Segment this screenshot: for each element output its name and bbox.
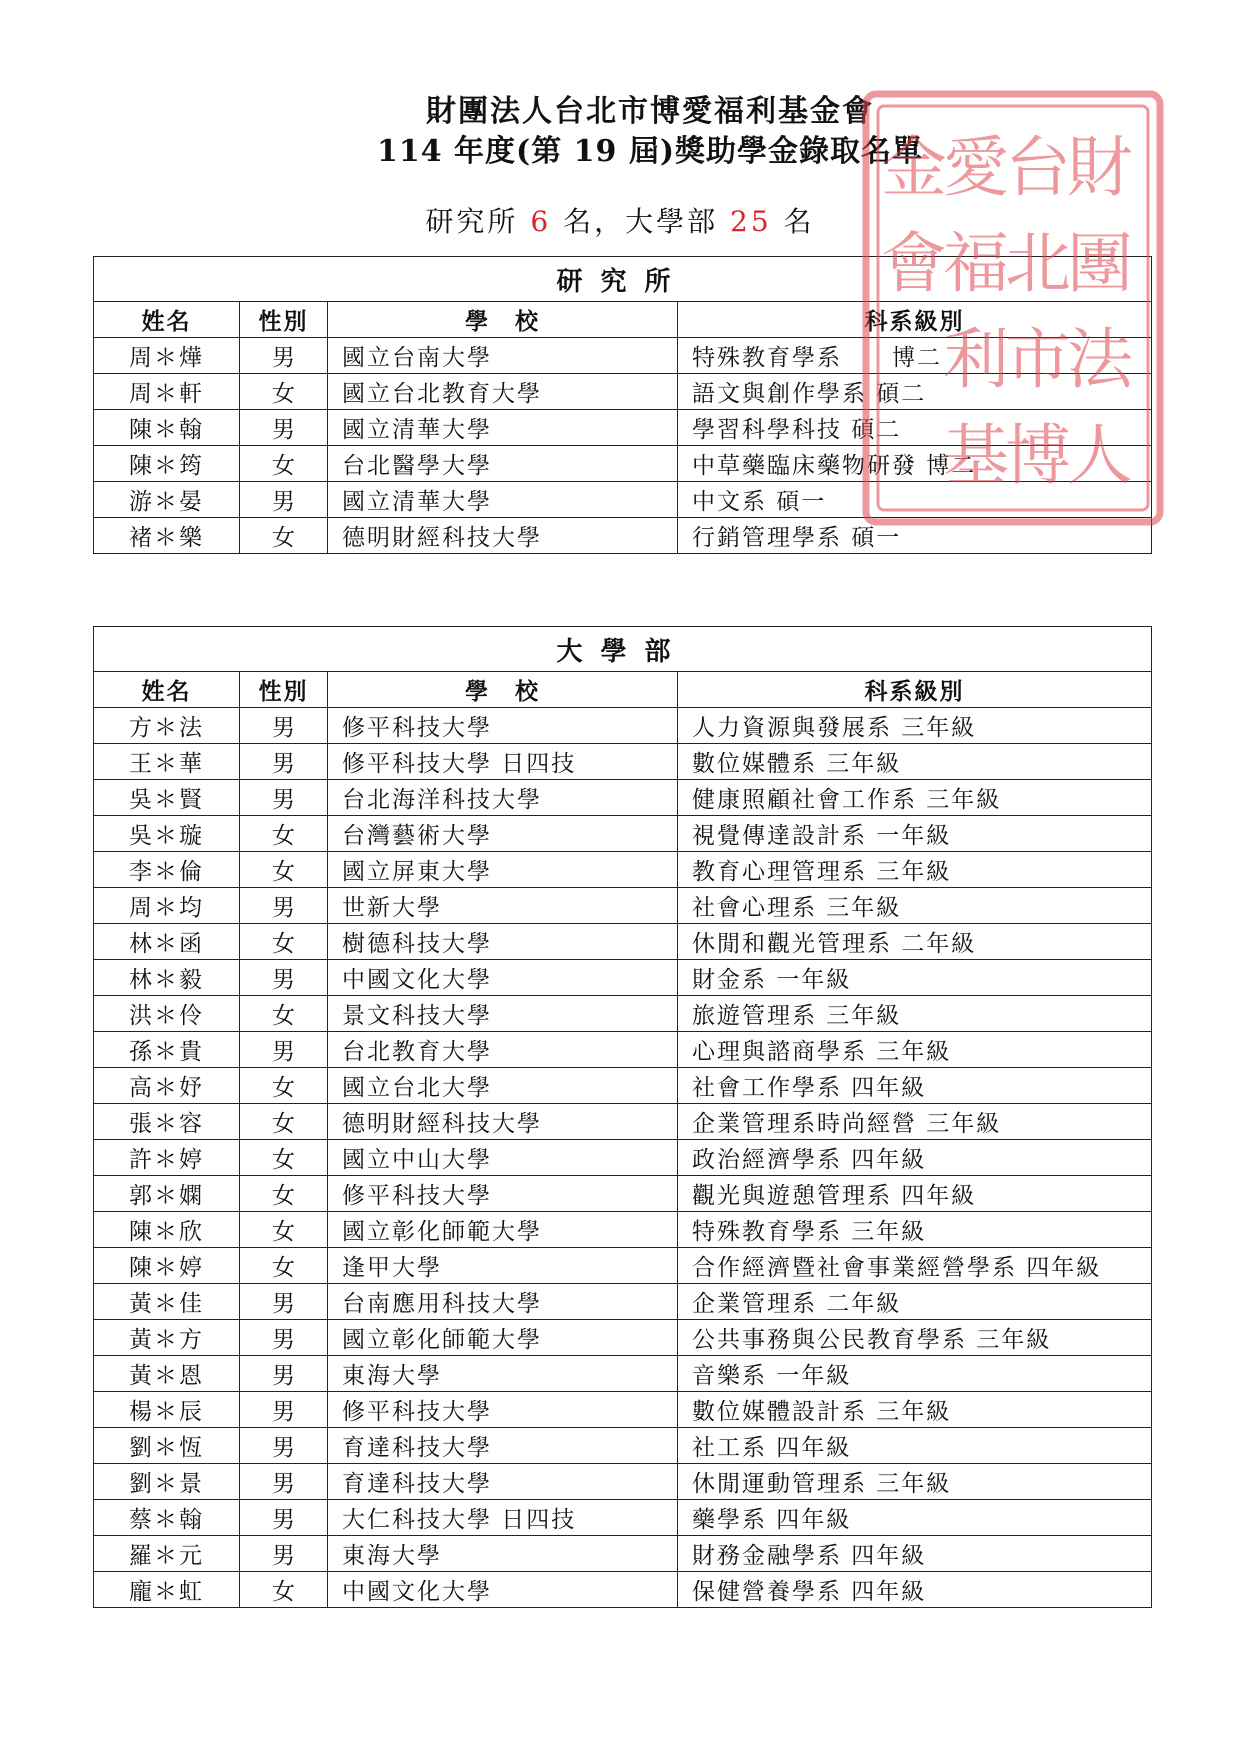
student-name: 高＊妤 [94,1068,240,1104]
student-department: 政治經濟學系 四年級 [678,1140,1152,1176]
seal-character: 市 [1005,321,1071,398]
student-sex: 男 [240,1032,328,1068]
student-sex: 男 [240,1464,328,1500]
student-department: 特殊教育學系 三年級 [678,1212,1152,1248]
student-department: 語文與創作學系 碩二 [678,374,1152,410]
student-sex: 女 [240,446,328,482]
student-sex: 女 [240,1104,328,1140]
student-department: 企業管理系 二年級 [678,1284,1152,1320]
student-department: 觀光與遊憩管理系 四年級 [678,1176,1152,1212]
table-row [94,1356,1152,1392]
table-row [94,996,1152,1032]
student-name: 陳＊筠 [94,446,240,482]
student-sex: 男 [240,888,328,924]
student-sex: 男 [240,708,328,744]
graduate-section-title: 研究所 [94,257,1152,302]
table-row [94,482,1152,518]
table-row [94,816,1152,852]
student-name: 林＊毅 [94,960,240,996]
student-department: 公共事務與公民教育學系 三年級 [678,1320,1152,1356]
student-department: 行銷管理學系 碩一 [678,518,1152,554]
student-name: 蔡＊翰 [94,1500,240,1536]
column-header-school: 學 校 [328,302,678,338]
student-name: 黃＊方 [94,1320,240,1356]
summary-grad-count: 6 [530,205,552,238]
student-department: 音樂系 一年級 [678,1356,1152,1392]
student-school: 修平科技大學 [328,708,678,744]
seal-character: 台 [1005,129,1071,206]
table-row [94,924,1152,960]
student-name: 陳＊婷 [94,1248,240,1284]
student-sex: 女 [240,816,328,852]
student-name: 吳＊賢 [94,780,240,816]
student-school: 國立彰化師範大學 [328,1212,678,1248]
student-department: 休閒和觀光管理系 二年級 [678,924,1152,960]
student-school: 世新大學 [328,888,678,924]
seal-character: 金 [881,129,947,206]
student-school: 中國文化大學 [328,960,678,996]
column-header-name: 姓名 [94,672,240,708]
table-row [94,780,1152,816]
student-department: 企業管理系時尚經營 三年級 [678,1104,1152,1140]
table-row [94,960,1152,996]
student-department: 中草藥臨床藥物研發 博二 [678,446,1152,482]
student-department: 特殊教育學系 博二 [678,338,1152,374]
summary-grad-label: 研究所 [425,205,519,238]
student-school: 國立屏東大學 [328,852,678,888]
student-department: 財金系 一年級 [678,960,1152,996]
student-sex: 男 [240,1320,328,1356]
column-header-name: 姓名 [94,302,240,338]
table-row [94,410,1152,446]
student-school: 國立清華大學 [328,482,678,518]
student-name: 陳＊欣 [94,1212,240,1248]
student-department: 視覺傳達設計系 一年級 [678,816,1152,852]
student-department: 中文系 碩一 [678,482,1152,518]
student-sex: 男 [240,482,328,518]
student-school: 育達科技大學 [328,1464,678,1500]
student-name: 周＊均 [94,888,240,924]
table-row [94,1392,1152,1428]
student-school: 國立台北大學 [328,1068,678,1104]
student-department: 社會心理系 三年級 [678,888,1152,924]
student-sex: 女 [240,924,328,960]
student-department: 休閒運動管理系 三年級 [678,1464,1152,1500]
table-row [94,852,1152,888]
student-name: 劉＊景 [94,1464,240,1500]
student-school: 台灣藝術大學 [328,816,678,852]
student-department: 健康照顧社會工作系 三年級 [678,780,1152,816]
student-sex: 男 [240,1284,328,1320]
student-school: 東海大學 [328,1536,678,1572]
student-name: 吳＊璇 [94,816,240,852]
student-name: 洪＊伶 [94,996,240,1032]
student-school: 德明財經科技大學 [328,518,678,554]
undergraduate-table [93,626,1152,1608]
student-school: 台北教育大學 [328,1032,678,1068]
student-school: 育達科技大學 [328,1428,678,1464]
seal-character: 利 [943,321,1009,398]
table-row [94,338,1152,374]
seal-character: 法 [1067,321,1133,398]
student-school: 德明財經科技大學 [328,1104,678,1140]
student-school: 景文科技大學 [328,996,678,1032]
student-school: 台北海洋科技大學 [328,780,678,816]
student-sex: 女 [240,1176,328,1212]
student-sex: 男 [240,1500,328,1536]
student-sex: 女 [240,1140,328,1176]
student-sex: 男 [240,1392,328,1428]
table-row [94,1140,1152,1176]
table-row [94,1176,1152,1212]
student-school: 逢甲大學 [328,1248,678,1284]
student-school: 修平科技大學 [328,1176,678,1212]
summary-separator: 名，大學部 [563,205,719,238]
organization-title: 財團法人台北市博愛福利基金會 [426,94,874,129]
student-name: 楊＊辰 [94,1392,240,1428]
student-department: 合作經濟暨社會事業經營學系 四年級 [678,1248,1152,1284]
student-school: 國立台南大學 [328,338,678,374]
student-name: 孫＊貴 [94,1032,240,1068]
seal-character: 會 [881,225,947,302]
student-name: 張＊容 [94,1104,240,1140]
student-sex: 女 [240,996,328,1032]
student-name: 方＊法 [94,708,240,744]
student-school: 國立台北教育大學 [328,374,678,410]
column-header-dept: 科系級別 [678,672,1152,708]
column-header-sex: 性別 [240,672,328,708]
student-sex: 男 [240,744,328,780]
seal-character: 團 [1067,225,1133,302]
table-row [94,708,1152,744]
student-name: 王＊華 [94,744,240,780]
column-header-dept: 科系級別 [678,302,1152,338]
student-name: 陳＊翰 [94,410,240,446]
student-sex: 男 [240,410,328,446]
seal-character: 博 [1005,417,1071,494]
student-school: 台北醫學大學 [328,446,678,482]
seal-character: 愛 [943,129,1009,206]
student-sex: 男 [240,780,328,816]
student-school: 東海大學 [328,1356,678,1392]
student-name: 許＊婷 [94,1140,240,1176]
student-school: 樹德科技大學 [328,924,678,960]
student-department: 人力資源與發展系 三年級 [678,708,1152,744]
seal-character: 人 [1067,417,1133,494]
table-row [94,1428,1152,1464]
student-department: 財務金融學系 四年級 [678,1536,1152,1572]
column-header-school: 學 校 [328,672,678,708]
student-name: 劉＊恆 [94,1428,240,1464]
table-row [94,446,1152,482]
student-name: 周＊燁 [94,338,240,374]
student-name: 黃＊恩 [94,1356,240,1392]
seal-character: 北 [1005,225,1071,302]
table-row [94,1536,1152,1572]
student-name: 褚＊樂 [94,518,240,554]
student-sex: 女 [240,852,328,888]
summary-tail: 名 [783,205,815,238]
student-department: 社會工作學系 四年級 [678,1068,1152,1104]
student-sex: 男 [240,1356,328,1392]
student-name: 黃＊佳 [94,1284,240,1320]
seal-character: 財 [1067,129,1133,206]
student-school: 國立彰化師範大學 [328,1320,678,1356]
student-sex: 女 [240,1068,328,1104]
student-school: 中國文化大學 [328,1572,678,1608]
table-row [94,1320,1152,1356]
table-row [94,744,1152,780]
table-row [94,1212,1152,1248]
student-name: 李＊倫 [94,852,240,888]
student-name: 周＊軒 [94,374,240,410]
document-header [0,92,1240,172]
student-department: 旅遊管理系 三年級 [678,996,1152,1032]
table-row [94,374,1152,410]
table-row [94,1464,1152,1500]
student-department: 保健營養學系 四年級 [678,1572,1152,1608]
student-sex: 女 [240,1572,328,1608]
student-school: 大仁科技大學 日四技 [328,1500,678,1536]
student-sex: 女 [240,374,328,410]
seal-character: 基 [943,417,1009,494]
table-row [94,1572,1152,1608]
student-sex: 男 [240,960,328,996]
student-department: 教育心理管理系 三年級 [678,852,1152,888]
student-name: 郭＊嫻 [94,1176,240,1212]
student-name: 龐＊虹 [94,1572,240,1608]
student-department: 數位媒體設計系 三年級 [678,1392,1152,1428]
student-school: 國立中山大學 [328,1140,678,1176]
table-row [94,1284,1152,1320]
seal-character: 福 [943,225,1009,302]
summary-undergrad-count: 25 [730,205,772,238]
graduate-table [93,256,1152,554]
column-header-sex: 性別 [240,302,328,338]
table-row [94,1104,1152,1140]
student-sex: 女 [240,518,328,554]
student-sex: 男 [240,338,328,374]
student-sex: 男 [240,1536,328,1572]
student-sex: 男 [240,1428,328,1464]
student-school: 台南應用科技大學 [328,1284,678,1320]
student-department: 社工系 四年級 [678,1428,1152,1464]
student-department: 學習科學科技 碩二 [678,410,1152,446]
student-school: 修平科技大學 [328,1392,678,1428]
table-row [94,518,1152,554]
undergraduate-section-title: 大學部 [94,627,1152,672]
student-name: 游＊晏 [94,482,240,518]
student-school: 國立清華大學 [328,410,678,446]
student-sex: 女 [240,1212,328,1248]
student-sex: 女 [240,1248,328,1284]
student-name: 林＊函 [94,924,240,960]
student-department: 藥學系 四年級 [678,1500,1152,1536]
student-department: 心理與諮商學系 三年級 [678,1032,1152,1068]
admission-summary [0,200,1240,240]
table-row [94,888,1152,924]
table-row [94,1068,1152,1104]
table-row [94,1032,1152,1068]
table-row [94,1500,1152,1536]
list-title: 114 年度(第 19 屆)獎助學金錄取名單 [376,134,924,169]
table-row [94,1248,1152,1284]
student-name: 羅＊元 [94,1536,240,1572]
student-department: 數位媒體系 三年級 [678,744,1152,780]
student-school: 修平科技大學 日四技 [328,744,678,780]
